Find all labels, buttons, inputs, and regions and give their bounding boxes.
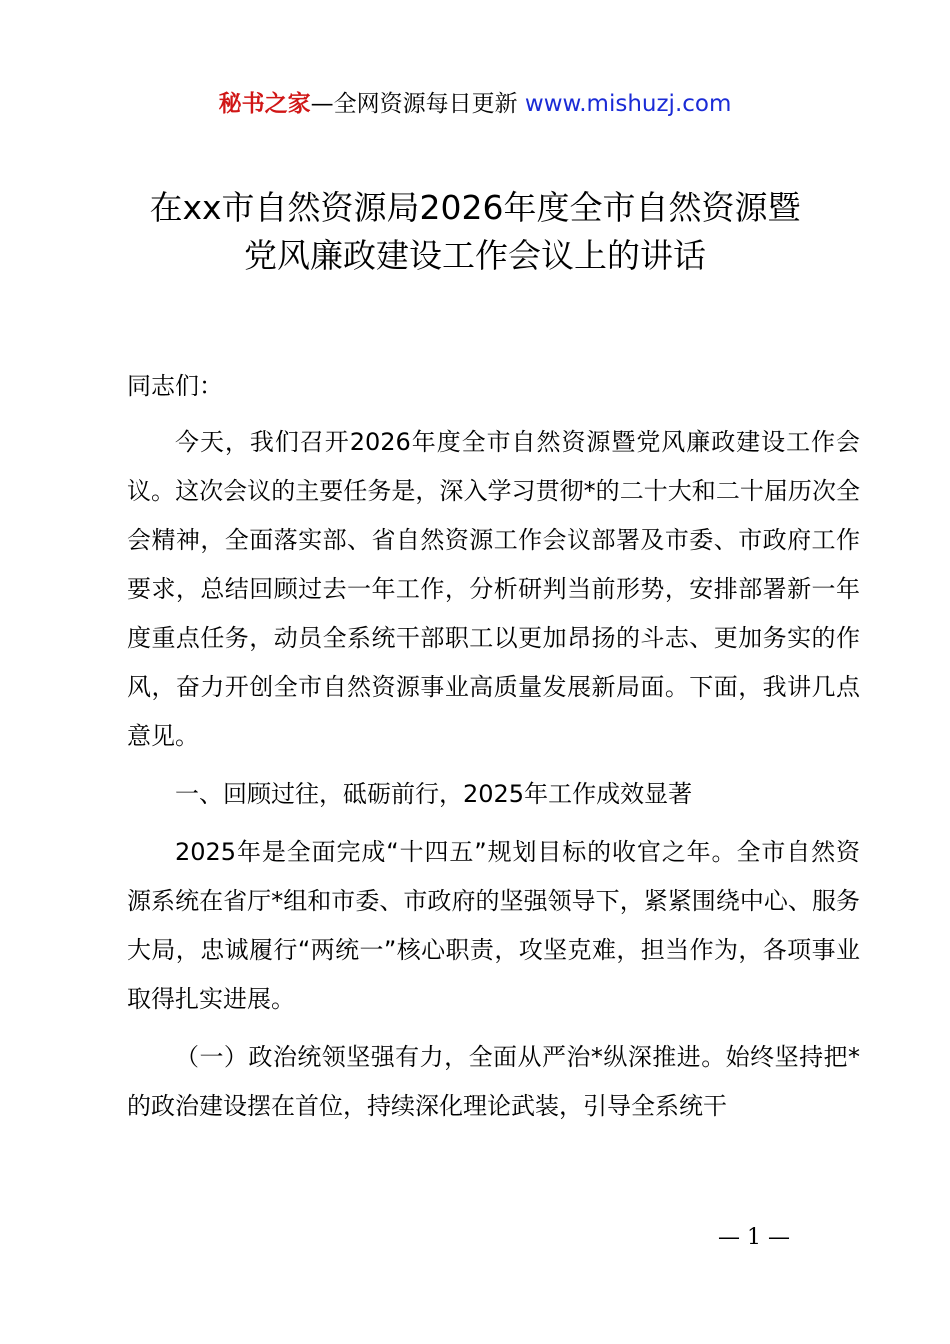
header-slogan: —全网资源每日更新: [310, 91, 525, 117]
site-header: [0, 86, 950, 122]
brand-name: 秘书之家: [218, 91, 311, 117]
title-line-1: 在xx市自然资源局2026年度全市自然资源暨: [149, 188, 801, 227]
salutation: 同志们：: [127, 372, 223, 400]
document-body: [127, 362, 860, 1131]
paragraph-subsection-1: （一）政治统领坚强有力，全面从严治*纵深推进。始终坚持把*的政治建设摆在首位，持续深化理论武装，引导全系统干: [127, 1043, 860, 1120]
section-heading-1: 一、回顾过往，砥砺前行，2025年工作成效显著: [175, 780, 693, 808]
document-title: [0, 184, 950, 280]
paragraph-2025-summary: 2025年是全面完成“十四五”规划目标的收官之年。全市自然资源系统在省厅*组和市委、市政府的坚强领导下，紧紧围绕中心、服务大局，忠诚履行“两统一”核心职责，攻坚克难，担当作为，各项事业取得扎实进展。: [127, 838, 860, 1013]
page-number: — 1 —: [718, 1225, 790, 1250]
title-line-2: 党风廉政建设工作会议上的讲话: [244, 236, 706, 275]
site-url-link[interactable]: www.mishuzj.com: [524, 91, 732, 117]
paragraph-intro: 今天，我们召开2026年度全市自然资源暨党风廉政建设工作会议。这次会议的主要任务是，深入学习贯彻*的二十大和二十届历次全会精神，全面落实部、省自然资源工作会议部署及市委、市政府工作要求，总结回顾过去一年工作，分析研判当前形势，安排部署新一年度重点任务，动员全系统干部职工以更加昂扬的斗志、更加务实的作风，奋力开创全市自然资源事业高质量发展新局面。下面，我讲几点意见。: [127, 428, 860, 750]
